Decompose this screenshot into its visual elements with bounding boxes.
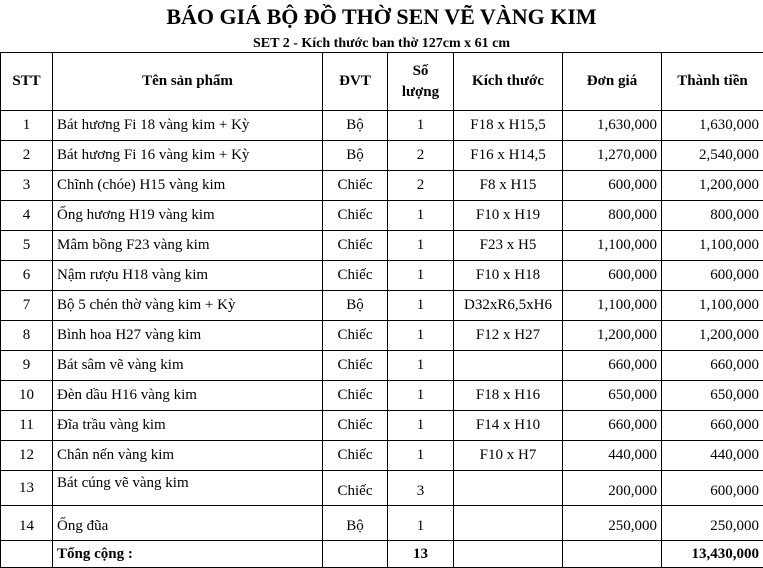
cell-product-name: Bộ 5 chén thờ vàng kim + Kỳ (53, 291, 323, 321)
document-title: BÁO GIÁ BỘ ĐỒ THỜ SEN VẼ VÀNG KIM (0, 0, 763, 34)
cell-product-name: Bát hương Fi 16 vàng kim + Kỳ (53, 141, 323, 171)
cell-product-name: Ống hương H19 vàng kim (53, 201, 323, 231)
cell-price: 600,000 (563, 171, 662, 201)
cell-total: 650,000 (662, 381, 763, 411)
table-row (1, 321, 763, 351)
cell-qty: 1 (388, 506, 454, 541)
cell-size (454, 506, 563, 541)
cell-size: F18 x H15,5 (454, 111, 563, 141)
cell-stt: 6 (1, 261, 53, 291)
cell-stt: 1 (1, 111, 53, 141)
cell-unit: Chiếc (323, 261, 388, 291)
cell-product-name: Bát hương Fi 18 vàng kim + Kỳ (53, 111, 323, 141)
total-row (1, 541, 763, 568)
cell-size (454, 351, 563, 381)
header-total: Thành tiền (662, 53, 763, 111)
cell-unit: Chiếc (323, 441, 388, 471)
cell-size: F10 x H7 (454, 441, 563, 471)
header-name: Tên sản phẩm (53, 53, 323, 111)
cell-total: 1,100,000 (662, 231, 763, 261)
cell-stt: 5 (1, 231, 53, 261)
total-price-cell (563, 541, 662, 568)
cell-unit: Chiếc (323, 411, 388, 441)
cell-stt: 11 (1, 411, 53, 441)
cell-stt: 3 (1, 171, 53, 201)
cell-stt: 14 (1, 506, 53, 541)
cell-price: 200,000 (563, 471, 662, 506)
cell-total: 440,000 (662, 441, 763, 471)
header-stt: STT (1, 53, 53, 111)
cell-unit: Bộ (323, 291, 388, 321)
total-label: Tổng cộng : (53, 541, 323, 568)
cell-qty: 2 (388, 141, 454, 171)
price-table (0, 52, 763, 568)
table-row (1, 381, 763, 411)
cell-unit: Bộ (323, 111, 388, 141)
cell-stt: 9 (1, 351, 53, 381)
cell-size: F23 x H5 (454, 231, 563, 261)
cell-product-name: Đĩa trầu vàng kim (53, 411, 323, 441)
cell-total: 660,000 (662, 411, 763, 441)
cell-stt: 10 (1, 381, 53, 411)
header-qty-line1: Số (413, 63, 429, 79)
cell-product-name: Mâm bồng F23 vàng kim (53, 231, 323, 261)
cell-price: 660,000 (563, 351, 662, 381)
cell-total: 800,000 (662, 201, 763, 231)
total-stt-cell (1, 541, 53, 568)
cell-product-name: Bát cúng vẽ vàng kim (53, 471, 323, 506)
table-row (1, 351, 763, 381)
cell-stt: 13 (1, 471, 53, 506)
cell-stt: 8 (1, 321, 53, 351)
cell-unit: Chiếc (323, 381, 388, 411)
document-subtitle: SET 2 - Kích thước ban thờ 127cm x 61 cm (0, 34, 763, 52)
cell-product-name: Ống đũa (53, 506, 323, 541)
cell-price: 1,200,000 (563, 321, 662, 351)
cell-unit: Chiếc (323, 471, 388, 506)
table-row (1, 231, 763, 261)
cell-unit: Bộ (323, 506, 388, 541)
table-row (1, 111, 763, 141)
cell-price: 250,000 (563, 506, 662, 541)
cell-product-name: Chân nến vàng kim (53, 441, 323, 471)
cell-unit: Bộ (323, 141, 388, 171)
cell-stt: 12 (1, 441, 53, 471)
cell-product-name: Nậm rượu H18 vàng kim (53, 261, 323, 291)
cell-price: 650,000 (563, 381, 662, 411)
cell-price: 800,000 (563, 201, 662, 231)
cell-qty: 1 (388, 321, 454, 351)
cell-price: 440,000 (563, 441, 662, 471)
cell-qty: 1 (388, 291, 454, 321)
cell-qty: 1 (388, 111, 454, 141)
grand-total: 13,430,000 (662, 541, 763, 568)
cell-total: 600,000 (662, 261, 763, 291)
cell-size (454, 471, 563, 506)
cell-price: 1,100,000 (563, 291, 662, 321)
cell-qty: 1 (388, 231, 454, 261)
table-row (1, 441, 763, 471)
cell-size: F10 x H18 (454, 261, 563, 291)
cell-total: 600,000 (662, 471, 763, 506)
cell-size: F12 x H27 (454, 321, 563, 351)
cell-size: D32xR6,5xH6 (454, 291, 563, 321)
cell-stt: 4 (1, 201, 53, 231)
table-body (1, 111, 763, 541)
cell-qty: 3 (388, 471, 454, 506)
cell-total: 660,000 (662, 351, 763, 381)
cell-qty: 1 (388, 381, 454, 411)
cell-product-name: Bát sâm vẽ vàng kim (53, 351, 323, 381)
total-size-cell (454, 541, 563, 568)
header-size: Kích thước (454, 53, 563, 111)
table-row (1, 141, 763, 171)
cell-qty: 1 (388, 201, 454, 231)
header-unit: ĐVT (323, 53, 388, 111)
table-row (1, 411, 763, 441)
header-qty (388, 53, 454, 111)
cell-price: 1,270,000 (563, 141, 662, 171)
table-row (1, 171, 763, 201)
header-qty-line2: lượng (402, 84, 439, 100)
cell-unit: Chiếc (323, 321, 388, 351)
table-header-row (1, 53, 763, 111)
table-row (1, 291, 763, 321)
cell-price: 660,000 (563, 411, 662, 441)
cell-price: 1,630,000 (563, 111, 662, 141)
cell-price: 600,000 (563, 261, 662, 291)
cell-qty: 1 (388, 261, 454, 291)
cell-size: F16 x H14,5 (454, 141, 563, 171)
cell-qty: 2 (388, 171, 454, 201)
cell-size: F10 x H19 (454, 201, 563, 231)
table-row (1, 471, 763, 506)
cell-size: F18 x H16 (454, 381, 563, 411)
cell-unit: Chiếc (323, 351, 388, 381)
cell-stt: 7 (1, 291, 53, 321)
total-unit-cell (323, 541, 388, 568)
cell-total: 1,630,000 (662, 111, 763, 141)
cell-product-name: Chĩnh (chóe) H15 vàng kim (53, 171, 323, 201)
cell-product-name: Bình hoa H27 vàng kim (53, 321, 323, 351)
cell-qty: 1 (388, 351, 454, 381)
cell-product-name: Đèn dầu H16 vàng kim (53, 381, 323, 411)
cell-total: 1,200,000 (662, 171, 763, 201)
table-row (1, 261, 763, 291)
total-qty: 13 (388, 541, 454, 568)
cell-unit: Chiếc (323, 171, 388, 201)
table-row (1, 201, 763, 231)
header-price: Đơn giá (563, 53, 662, 111)
cell-total: 1,200,000 (662, 321, 763, 351)
cell-unit: Chiếc (323, 231, 388, 261)
cell-price: 1,100,000 (563, 231, 662, 261)
cell-stt: 2 (1, 141, 53, 171)
cell-size: F8 x H15 (454, 171, 563, 201)
cell-total: 2,540,000 (662, 141, 763, 171)
table-row (1, 506, 763, 541)
cell-total: 250,000 (662, 506, 763, 541)
cell-size: F14 x H10 (454, 411, 563, 441)
cell-total: 1,100,000 (662, 291, 763, 321)
cell-qty: 1 (388, 411, 454, 441)
cell-qty: 1 (388, 441, 454, 471)
cell-unit: Chiếc (323, 201, 388, 231)
